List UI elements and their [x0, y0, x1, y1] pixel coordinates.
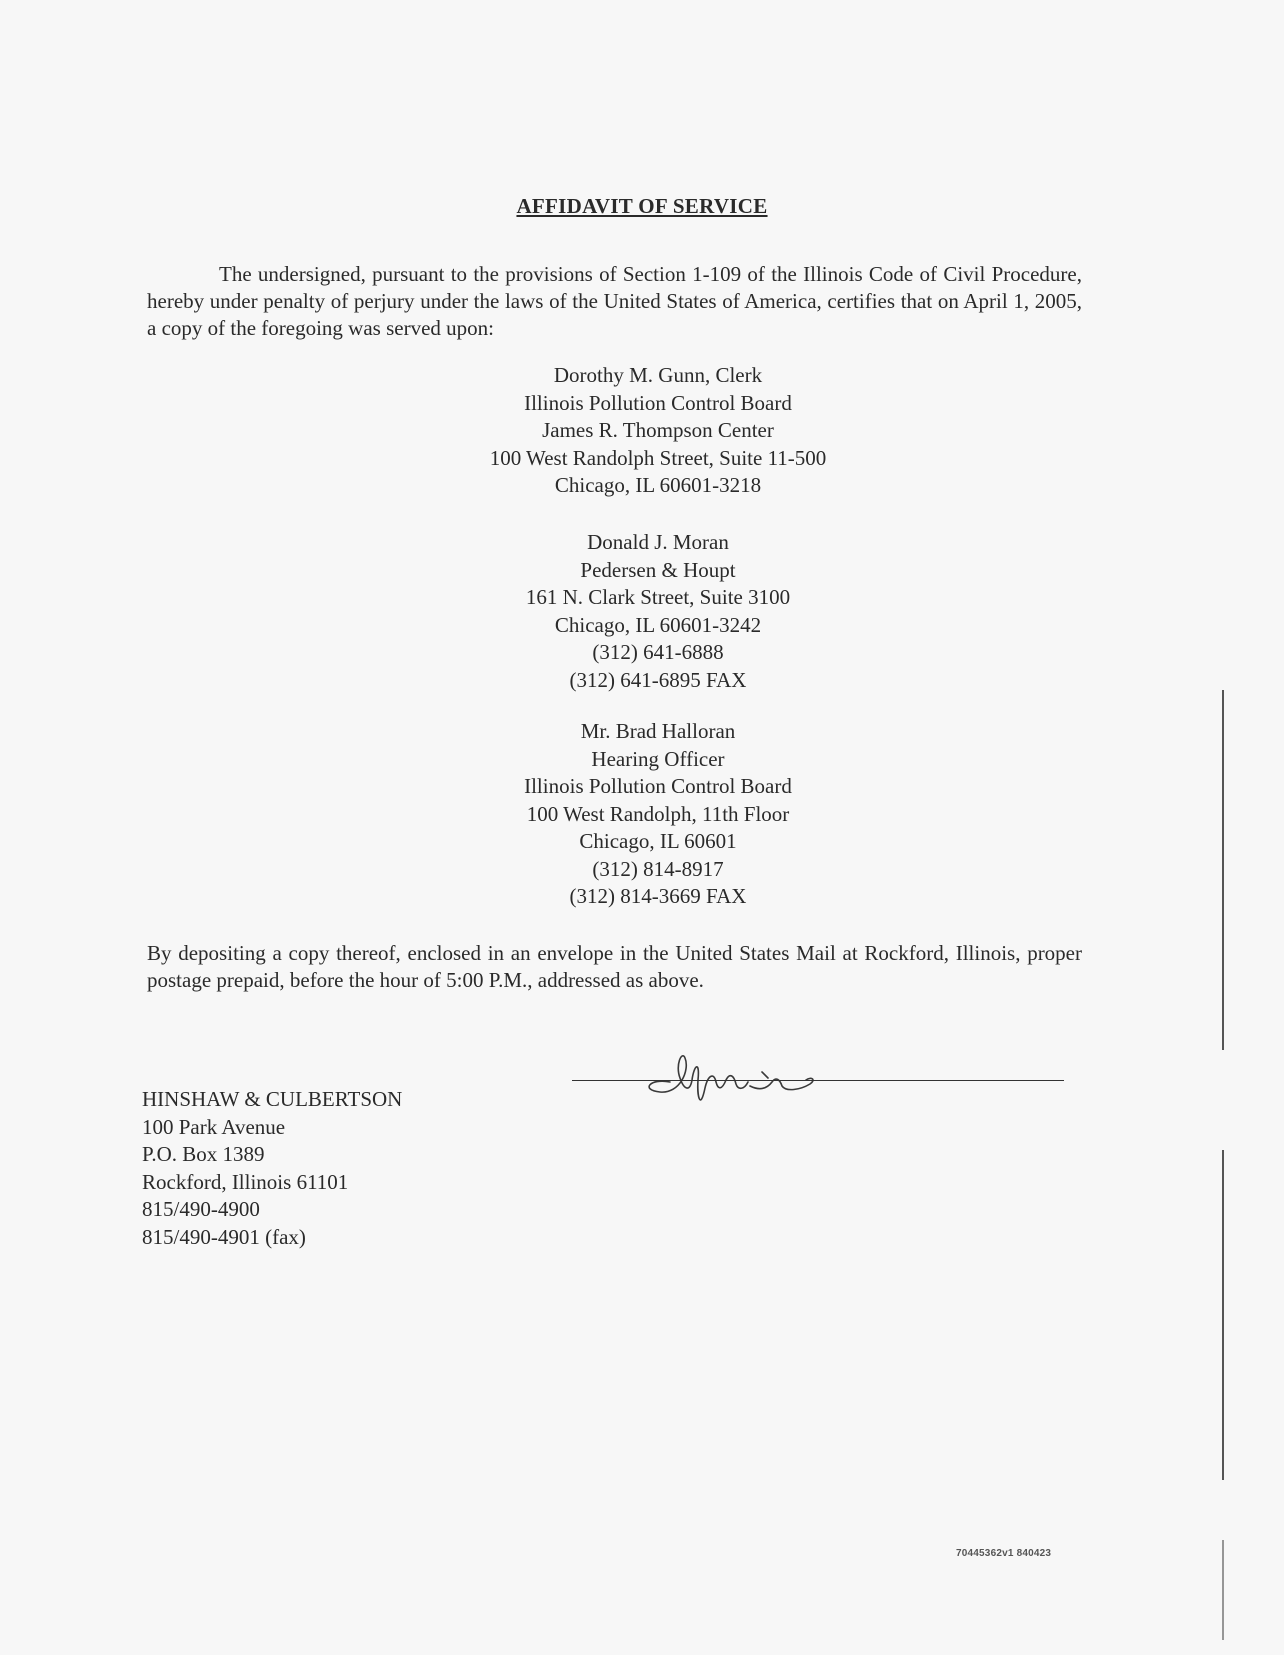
firm-address-block [142, 1086, 402, 1251]
address-line: 100 West Randolph Street, Suite 11-500 [489, 445, 827, 470]
address-line: (312) 641-6888 [592, 640, 724, 664]
document-title: AFFIDAVIT OF SERVICE [516, 194, 768, 218]
address-line: Dorothy M. Gunn, Clerk [553, 363, 763, 387]
scan-edge-line [1222, 1540, 1224, 1640]
recipient-address-block [16, 362, 1284, 500]
scan-edge-line [1222, 1150, 1224, 1480]
address-line: Illinois Pollution Control Board [524, 774, 792, 798]
firm-line: 815/490-4900 [142, 1197, 260, 1221]
signature-line [572, 1080, 1064, 1081]
address-line: James R. Thompson Center [542, 418, 774, 442]
document-number: 70445362v1 840423 [956, 1548, 1052, 1559]
firm-line: 100 Park Avenue [142, 1114, 286, 1139]
address-line: (312) 814-8917 [592, 856, 724, 881]
scan-edge-line [1222, 690, 1224, 1050]
firm-line: 815/490-4901 (fax) [142, 1224, 306, 1249]
firm-line: P.O. Box 1389 [142, 1142, 265, 1166]
address-line: (312) 641-6895 FAX [569, 667, 747, 692]
recipient-address-block [16, 529, 1284, 694]
closing-paragraph: By depositing a copy thereof, enclosed in an envelope in the United States Mail at Rockford, Illinois, proper postage prepaid, before the hour of 5:00 P.M., addressed as above. [147, 941, 1082, 992]
address-line: Chicago, IL 60601-3218 [554, 473, 762, 497]
recipient-address-block [16, 718, 1284, 911]
address-line: Illinois Pollution Control Board [524, 390, 792, 415]
handwritten-signature [630, 1020, 860, 1110]
address-line: Chicago, IL 60601 [579, 829, 737, 853]
intro-paragraph: The undersigned, pursuant to the provisions of Section 1-109 of the Illinois Code of Civil Procedure, hereby under penalty of perjury under the laws of the United States of America, certifies that on April 1, 2005, a copy of the foregoing was served upon: [147, 262, 1082, 340]
firm-line: Rockford, Illinois 61101 [142, 1169, 349, 1194]
address-line: Mr. Brad Halloran [580, 719, 736, 743]
address-line: Chicago, IL 60601-3242 [554, 612, 762, 637]
address-line: Hearing Officer [591, 746, 725, 771]
address-line: Donald J. Moran [587, 530, 729, 554]
address-line: Pedersen & Houpt [580, 557, 736, 582]
firm-line: HINSHAW & CULBERTSON [142, 1087, 403, 1111]
address-line: 100 West Randolph, 11th Floor [526, 801, 790, 826]
address-line: 161 N. Clark Street, Suite 3100 [525, 585, 791, 609]
address-line: (312) 814-3669 FAX [569, 884, 747, 908]
